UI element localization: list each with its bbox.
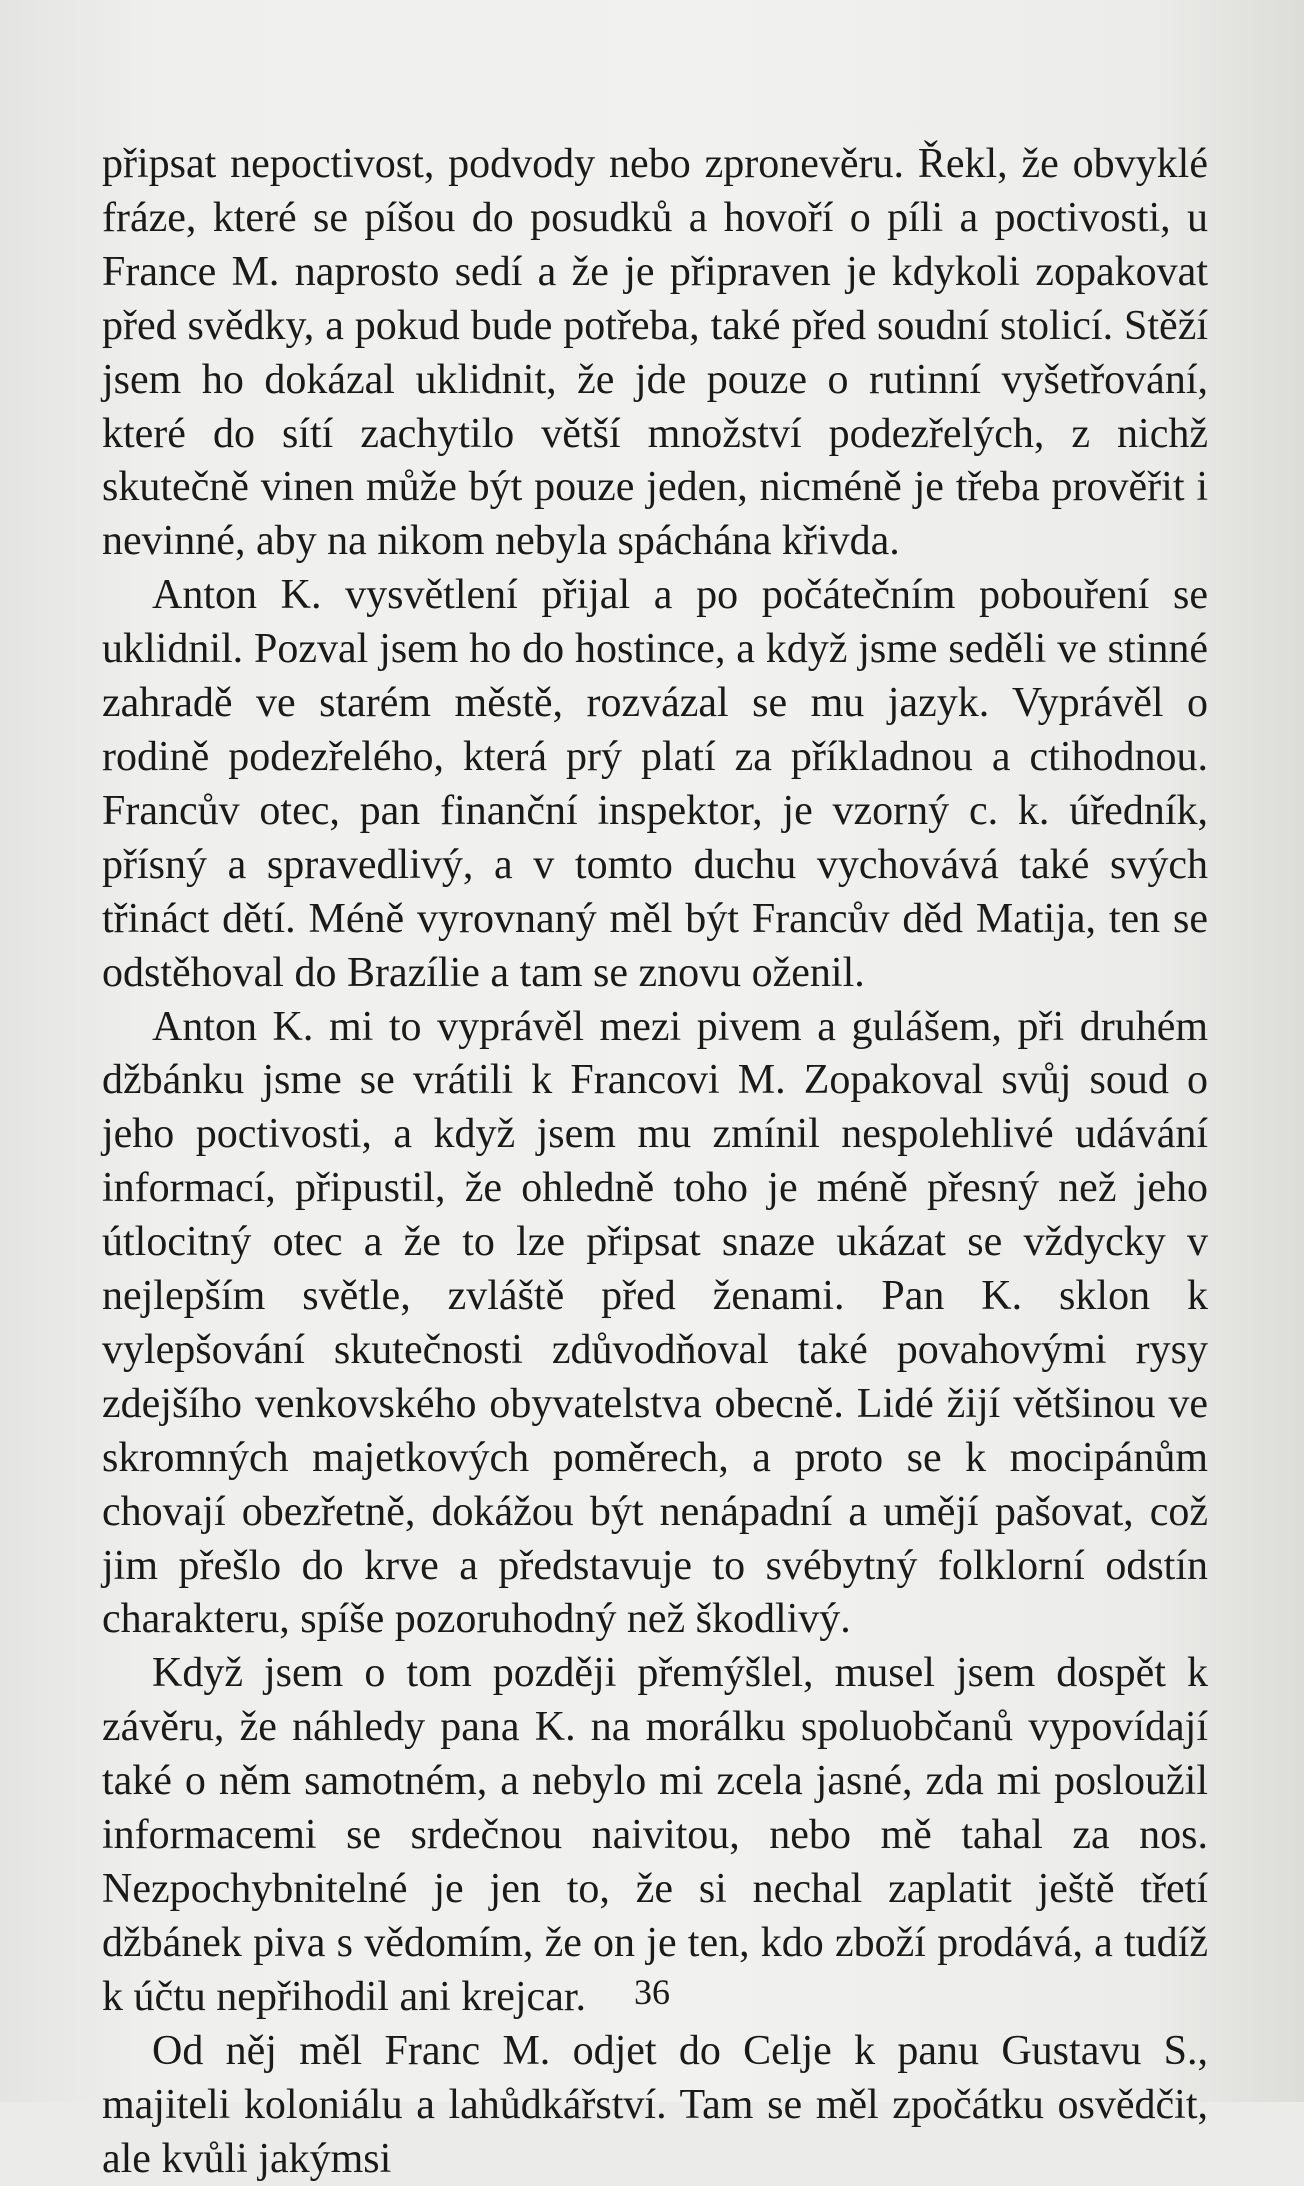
paragraph-continuation: připsat nepoctivost, podvody nebo zpronevěru. Řekl, že obvyklé fráze, které se píšou do posudků a hovoří o píli a poctivosti, u France M. naprosto sedí a že je připraven je kdykoli zopakovat před svědky, a pokud bude potřeba, také před soudní stolicí. Stěží jsem ho dokázal uklidnit, že jde pouze o rutinní vyšetřování, které do sítí zachytilo větší množství podezřelých, z nichž skutečně vinen může být pouze jeden, nicméně je třeba prověřit i nevinné, aby na nikom nebyla spáchána křivda. [102,141,1208,565]
body-text [102,138,1208,2186]
paragraph-anton-story: Anton K. mi to vyprávěl mezi pivem a gulášem, při druhém džbánku jsme se vrátili k Francovi M. Zopakoval svůj soud o jeho poctivosti, a když jsem mu zmínil nespolehlivé udávání informací, připustil, že ohledně toho je méně přesný než jeho útlocitný otec a že to lze připsat snaze ukázat se vždycky v nejlepším světle, zvláště před ženami. Pan K. sklon k vylepšování skutečnosti zdůvodňoval také povahovými rysy zdejšího venkovského obyvatelstva obecně. Lidé žijí většinou ve skromných majetkových poměrech, a proto se k mocipánům chovají obezřetně, dokážou být nenápadní a umějí pašovat, což jim přešlo do krve a představuje to svébytný folklorní odstín charakteru, spíše pozoruhodný než škodlivý. [102,1003,1208,1643]
page-number: 36 [634,1972,670,2012]
paragraph-celje: Od něj měl Franc M. odjet do Celje k panu Gustavu S., majiteli koloniálu a lahůdkářství. Tam se měl zpočátku osvědčit, ale kvůli jakýmsi [102,2027,1208,2182]
paragraph-reflection: Když jsem o tom později přemýšlel, musel jsem dospět k závěru, že náhledy pana K. na morálku spoluobčanů vypovídají také o něm samotném, a nebylo mi zcela jasné, zda mi posloužil informacemi se srdečnou naivitou, nebo mě tahal za nos. Nezpochybnitelné je jen to, že si nechal zaplatit ještě třetí džbánek piva s vědomím, že on je ten, kdo zboží prodává, a tudíž k účtu nepřihodil ani krejcar. [102,1650,1208,2020]
paragraph-anton-explanation: Anton K. vysvětlení přijal a po počátečním pobouření se uklidnil. Pozval jsem ho do hostince, a když jsme seděli ve stinné zahradě ve starém městě, rozvázal se mu jazyk. Vyprávěl o rodině podezřelého, která prý platí za příkladnou a ctihodnou. Francův otec, pan finanční inspektor, je vzorný c. k. úředník, přísný a spravedlivý, a v tomto duchu vychovává také svých třináct dětí. Méně vyrovnaný měl být Francův děd Matija, ten se odstěhoval do Brazílie a tam se znovu oženil. [102,572,1208,996]
